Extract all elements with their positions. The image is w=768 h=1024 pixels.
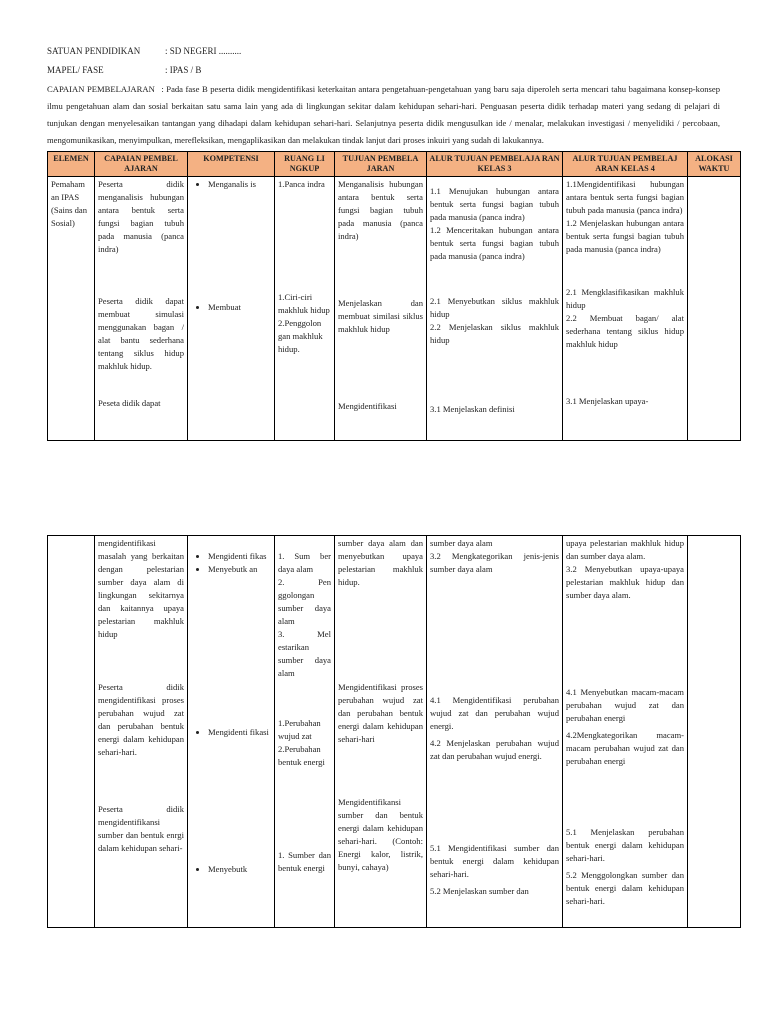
list-item: • Menganalis is xyxy=(208,178,271,191)
capaian-value: : Pada fase B peserta didik mengidentifikasi keterkaitan antara pengetahuan-pengetahuan yang baru saja diperoleh serta mencari tahu bagaimana konsep-konsep ilmu pengetahuan alam dan sosial berkaitan satu sama lain yang ada di lingkungan sekitar dalam kehidupan sehari-hari. Penguasan peserta didik terhadap materi yang sedang di pelajari di tunjukan dengan menyelesaikan tantangan yang dihadapi dalam kehidupan sehari-hari. Selanjutnya peserta didik mengusulkan ide / menalar, melakukan investigasi / menyelidiki / percobaan, mengomunikasikan, menyimpulkan, merefleksikan, mengaplikasikan dan melakukan tindak lanjut dari proses inkuiri yang sudah di lakukannya. xyxy=(47,84,720,145)
alokasi-waktu-cell xyxy=(688,536,741,928)
tujuan-1: Menganalisis hubungan antara bentuk serta fungsi bagian tubuh pada manusia (panca indra) xyxy=(338,179,423,241)
alur4-2-2: 4.2Mengkategorikan macam-macam perubahan wujud zat dan perubahan energi xyxy=(566,730,684,766)
ruang-1-1: 1. Sum ber daya alam xyxy=(278,551,331,574)
tujuan-3: Mengidentifikansi sumber dan bentuk energi dalam kehidupan sehari-hari. (Contoh: Energi kalor, listrik, bunyi, cahaya) xyxy=(338,797,423,872)
ruang-3: 1. Sumber dan bentuk energi xyxy=(278,850,331,873)
capaian-2: Peserta didik dapat membuat simulasi menggunakan bagan / alat bantu sederhana tentang siklus hidup makhluk hidup. xyxy=(98,296,184,371)
alur3-2-2: 4.2 Menjelaskan perubahan wujud zat dan perubahan wujud energi. xyxy=(430,738,559,761)
curriculum-table-page-2 xyxy=(47,535,741,928)
header-alur-kelas-3: ALUR TUJUAN PEMBELAJA RAN KELAS 3 xyxy=(427,152,563,177)
list-item: • Menyebutk xyxy=(208,863,271,876)
ruang-2: 1.Perubahan wujud zat 2.Perubahan bentuk energi xyxy=(278,718,325,767)
ruang-1-3: 3. Mel estarikan sumber daya alam xyxy=(278,629,331,678)
alur-kelas-4-cell xyxy=(563,177,688,441)
alur4-2-2: 2.2 Membuat bagan/ alat sederhana tentang siklus hidup makhluk hidup xyxy=(566,313,684,349)
capaian-1: Peserta didik menganalisis hubungan antara bentuk serta fungsi bagian tubuh pada manusia (panca indra) xyxy=(98,179,184,254)
alur4-1-1: upaya pelestarian makhluk hidup dan sumber daya alam. xyxy=(566,538,684,561)
capaian-3: Peserta didik mengidentifikansi sumber dan bentuk enrgi dalam kehidupan sehari- xyxy=(98,804,184,853)
alur4-3-2: 5.2 Menggolongkan sumber dan bentuk energi dalam kehidupan sehari-hari. xyxy=(566,870,684,906)
table-row xyxy=(48,536,741,928)
tujuan-2: Mengidentifikasi proses perubahan wujud zat dan perubahan bentuk energi dalam kehidupan sehari-hari xyxy=(338,682,423,744)
ruang-2: 1.Ciri-ciri makhluk hidup 2.Penggolon gan makhluk hidup. xyxy=(278,292,330,354)
mapel-value: : IPAS / B xyxy=(165,65,202,75)
kompetensi-cell xyxy=(188,177,275,441)
alur4-1-2: 3.2 Menyebutkan upaya-upaya pelestarian makhluk hidup dan sumber daya alam. xyxy=(566,564,684,600)
satuan-label: SATUAN PENDIDIKAN xyxy=(47,46,141,56)
alur3-2-1: 2.1 Menyebutkan siklus makhluk hidup xyxy=(430,296,559,319)
mapel-label: MAPEL/ FASE xyxy=(47,65,104,75)
alur4-1-1: 1.1Mengidentifikasi hubungan antara bentuk serta fungsi bagian tubuh pada manusia (panca indra) xyxy=(566,179,684,215)
capaian-2: Peserta didik mengidentifikasi proses perubahan wujud zat dan perubahan bentuk energi dalam kehidupan sehari-hari. xyxy=(98,682,184,757)
alur-kelas-3-cell xyxy=(427,536,563,928)
kompetensi-list-2 xyxy=(191,301,271,314)
alokasi-waktu-cell xyxy=(688,177,741,441)
ruang-1-2: 2. Pen ggolongan sumber daya alam xyxy=(278,577,331,626)
header-alur-kelas-4: ALUR TUJUAN PEMBELAJ ARAN KELAS 4 xyxy=(563,152,688,177)
alur4-1-2: 1.2 Menjelaskan hubungan antara bentuk serta fungsi bagian tubuh pada manusia (panca indra) xyxy=(566,218,684,254)
kompetensi-list-3 xyxy=(191,863,271,876)
satuan-pendidikan-line xyxy=(47,45,241,57)
kompetensi-list-1 xyxy=(191,178,271,191)
header-kompetensi: KOMPETENSI xyxy=(188,152,275,177)
tujuan-2: Menjelaskan dan membuat similasi siklus makhluk hidup xyxy=(338,298,423,334)
table-row xyxy=(48,177,741,441)
mapel-fase-line xyxy=(47,64,201,76)
header-capaian: CAPAIAN PEMBEL AJARAN xyxy=(95,152,188,177)
elemen-cell xyxy=(48,177,95,441)
kompetensi-cell xyxy=(188,536,275,928)
capaian-pembelajaran xyxy=(47,81,720,149)
satuan-value: : SD NEGERI .......... xyxy=(165,46,242,56)
header-tujuan: TUJUAN PEMBELA JARAN xyxy=(335,152,427,177)
header-alokasi-waktu: ALOKASI WAKTU xyxy=(688,152,741,177)
alur-kelas-4-cell xyxy=(563,536,688,928)
alur3-3-1: 3.1 Menjelaskan definisi xyxy=(430,404,515,414)
capaian-1: mengidentifikasi masalah yang berkaitan dengan pelestarian sumber daya alam di lingkungan sekitarnya dan kaitannya upaya pelestarian makhluk hidup xyxy=(98,538,184,639)
tujuan-cell xyxy=(335,177,427,441)
capaian-label: CAPAIAN PEMBELAJARAN xyxy=(47,84,155,94)
table-header-row xyxy=(48,152,741,177)
elemen-text: Pemaham an IPAS (Sains dan Sosial) xyxy=(51,179,88,228)
alur3-1-1: sumber daya alam xyxy=(430,538,493,548)
capaian-3: Peseta didik dapat xyxy=(98,398,161,408)
alur3-1-1: 1.1 Menujukan hubungan antara bentuk serta fungsi bagian tubuh pada manusia (panca indra) xyxy=(430,186,559,222)
alur3-3-1: 5.1 Mengidentifikasi sumber dan bentuk energi dalam kehidupan sehari-hari. xyxy=(430,843,559,879)
alur4-2-1: 2.1 Mengklasifikasikan makhluk hidup xyxy=(566,287,684,310)
list-item: • Mengidenti fikasi xyxy=(208,726,271,739)
alur4-2-1: 4.1 Menyebutkan macam-macam perubahan wujud zat dan perubahan energi xyxy=(566,687,684,723)
capaian-cell xyxy=(95,536,188,928)
tujuan-1: sumber daya alam dan menyebutkan upaya pelestarian makhluk hidup. xyxy=(338,538,423,587)
tujuan-cell xyxy=(335,536,427,928)
header-elemen: ELEMEN xyxy=(48,152,95,177)
alur4-3-1: 5.1 Menjelaskan perubahan bentuk energi dalam kehidupan sehari-hari. xyxy=(566,827,684,863)
kompetensi-list-1 xyxy=(191,550,271,576)
alur3-1-2: 3.2 Mengkategorikan jenis-jenis sumber daya alam xyxy=(430,551,559,574)
header-ruang-lingkup: RUANG LI NGKUP xyxy=(275,152,335,177)
kompetensi-list-2 xyxy=(191,726,271,739)
list-item: • Menyebutk an xyxy=(208,563,271,576)
elemen-cell xyxy=(48,536,95,928)
curriculum-table-page-1 xyxy=(47,151,741,441)
list-item: • Membuat xyxy=(208,301,271,314)
ruang-lingkup-cell xyxy=(275,536,335,928)
alur3-1-2: 1.2 Menceritakan hubungan antara bentuk serta fungsi bagian tubuh pada manusia (panca indra) xyxy=(430,225,559,261)
alur3-3-2: 5.2 Menjelaskan sumber dan xyxy=(430,886,529,896)
capaian-cell xyxy=(95,177,188,441)
ruang-lingkup-cell xyxy=(275,177,335,441)
alur4-3-1: 3.1 Menjelaskan upaya- xyxy=(566,396,649,406)
alur-kelas-3-cell xyxy=(427,177,563,441)
alur3-2-1: 4.1 Mengidentifikasi perubahan wujud zat dan perubahan wujud energi. xyxy=(430,695,559,731)
ruang-1: 1.Panca indra xyxy=(278,179,325,189)
alur3-2-2: 2.2 Menjelaskan siklus makhluk hidup xyxy=(430,322,559,345)
tujuan-3: Mengidentifikasi xyxy=(338,401,397,411)
list-item: • Mengidenti fikas xyxy=(208,550,271,563)
